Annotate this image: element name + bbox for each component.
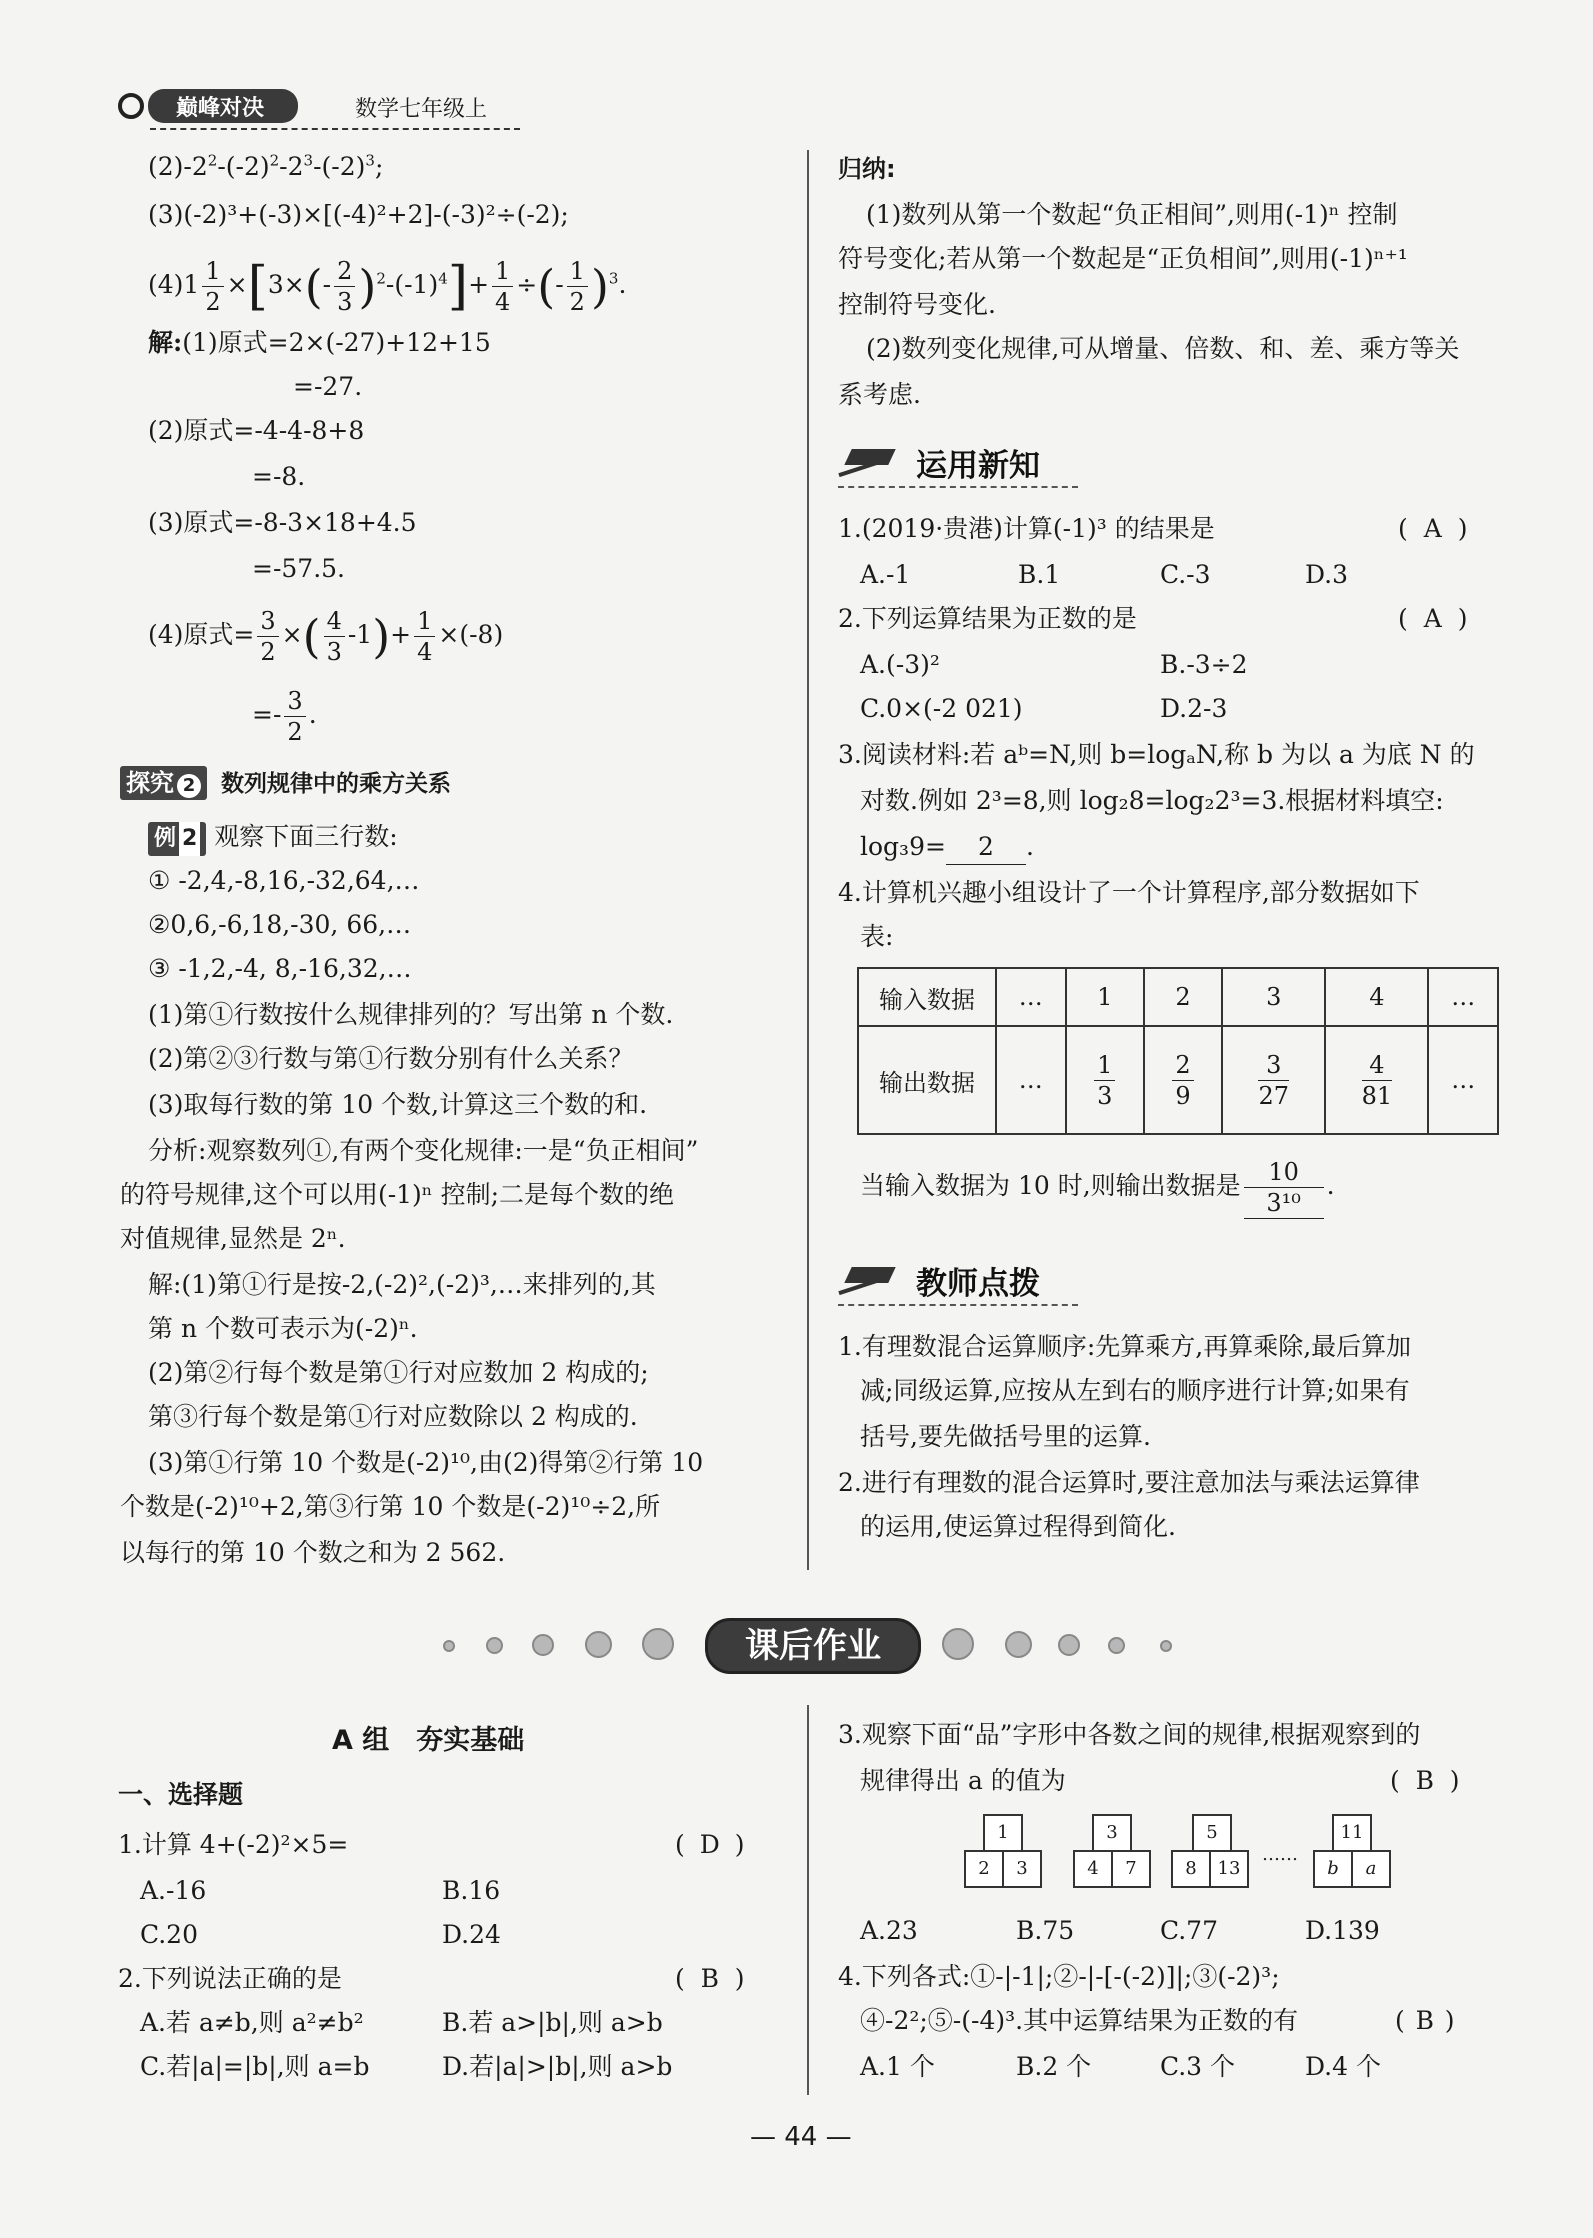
hw-q3-line-1: 3.观察下面“品”字形中各数之间的规律,根据观察到的 xyxy=(838,1720,1421,1749)
summary-line-4: (2)数列变化规律,可从增量、倍数、和、差、乘方等关 xyxy=(866,334,1460,363)
io-output-cell: $\frac{3}{27}$ xyxy=(1222,1026,1325,1134)
io-table-input-row xyxy=(858,968,1498,1026)
hw-q2-answer: ( B ) xyxy=(675,1964,745,1993)
teacher-tip-1a: 1.有理数混合运算顺序:先算乘方,再算乘除,最后算加 xyxy=(838,1332,1412,1361)
explore-heading xyxy=(120,766,451,801)
solution-1a: 解:(1)原式=2×(-27)+12+15 xyxy=(148,328,491,357)
explore-tag: 探究 2 xyxy=(120,766,207,800)
hw-q2-opt-b: B.若 a>|b|,则 a>b xyxy=(442,2008,663,2037)
teacher-underline xyxy=(838,1304,1078,1306)
solution-2b: =-8. xyxy=(252,462,306,491)
hw-q1: 1.计算 4+(-2)²×5= xyxy=(118,1830,349,1859)
pin-top: 3 xyxy=(1092,1814,1132,1852)
solution-3a: (3)原式=-8-3×18+4.5 xyxy=(148,508,417,537)
apply-q1-opt-c: C.-3 xyxy=(1160,560,1211,589)
pin-right: a xyxy=(1351,1850,1391,1888)
apply-q2-opt-c: C.0×(-2 021) xyxy=(860,694,1023,723)
apply-q2-answer: ( A ) xyxy=(1398,604,1468,633)
summary-line-5: 系考虑. xyxy=(838,380,921,409)
pin-left: 4 xyxy=(1073,1850,1113,1888)
hw-q2: 2.下列说法正确的是 xyxy=(118,1964,342,1993)
banner-dot xyxy=(1160,1640,1172,1652)
hw-q4-opt-c: C.3 个 xyxy=(1160,2052,1236,2081)
apply-q1-opt-a: A.-1 xyxy=(860,560,911,589)
io-input-cell: 2 xyxy=(1144,968,1222,1026)
question-3: (3)取每行数的第 10 个数,计算这三个数的和. xyxy=(148,1090,648,1119)
hw-q1-answer: ( D ) xyxy=(675,1830,745,1859)
hw-q3-opt-d: D.139 xyxy=(1305,1916,1380,1945)
hw-q4-opt-b: B.2 个 xyxy=(1016,2052,1092,2081)
hw-q4-line-2: ④-2²;⑤-(-4)³.其中运算结果为正数的有 xyxy=(860,2006,1299,2035)
summary-line-2: 符号变化;若从第一个数起是“正负相间”,则用(-1)ⁿ⁺¹ xyxy=(838,244,1408,273)
io-output-cell: $\frac{2}{9}$ xyxy=(1144,1026,1222,1134)
column-divider xyxy=(807,150,809,1570)
hw-q3-opt-b: B.75 xyxy=(1016,1916,1075,1945)
io-input-cell: 3 xyxy=(1222,968,1325,1026)
banner-dot xyxy=(443,1640,455,1652)
apply-title: 运用新知 xyxy=(916,448,1040,484)
analysis-line-2: 的符号规律,这个可以用(-1)ⁿ 控制;二是每个数的绝 xyxy=(120,1180,674,1209)
io-input-label: 输入数据 xyxy=(858,968,996,1026)
hw-q3-line-2: 规律得出 a 的值为 xyxy=(860,1766,1066,1795)
problem-3: (3)(-2)³+(-3)×[(-4)²+2]-(-3)²÷(-2); xyxy=(148,200,569,229)
summary-title: 归纳: xyxy=(838,155,896,183)
apply-q3-answer: 2 xyxy=(946,830,1026,865)
example-text: 观察下面三行数: xyxy=(214,822,398,851)
example-solution-6: 个数是(-2)¹⁰+2,第③行第 10 个数是(-2)¹⁰÷2,所 xyxy=(120,1492,661,1521)
logo-circle-icon xyxy=(118,93,144,119)
header-logo xyxy=(118,85,368,129)
pin-top: 1 xyxy=(983,1814,1023,1852)
banner-dot xyxy=(1108,1637,1125,1654)
io-output-cell: … xyxy=(996,1026,1066,1134)
banner-dot xyxy=(1058,1634,1080,1656)
pin-left: 8 xyxy=(1171,1850,1211,1888)
apply-q2-opt-b: B.-3÷2 xyxy=(1160,650,1248,679)
header-brand: 巅峰对决 xyxy=(176,96,265,121)
example-solution-1: 解:(1)第①行是按-2,(-2)²,(-2)³,…来排列的,其 xyxy=(148,1270,656,1299)
io-input-cell: … xyxy=(1428,968,1498,1026)
hw-q3-answer: ( B ) xyxy=(1390,1766,1460,1795)
apply-q3-line-3: log₃9= 2 . xyxy=(860,830,1034,865)
apply-q4-line-3: 当输入数据为 10 时,则输出数据是 $\frac{10}{\text{3¹⁰}}$ . xyxy=(860,1157,1335,1217)
solution-4b: =- $\frac{3}{2}$ . xyxy=(252,687,317,746)
pencil-cap-icon xyxy=(838,1263,896,1299)
pin-ellipsis: …… xyxy=(1262,1844,1298,1865)
section-choice-title: 一、选择题 xyxy=(118,1780,244,1809)
example-heading xyxy=(148,820,398,856)
io-input-cell: … xyxy=(996,968,1066,1026)
hw-q4-opt-d: D.4 个 xyxy=(1305,2052,1381,2081)
hw-q2-opt-a: A.若 a≠b,则 a²≠b² xyxy=(140,2008,364,2037)
hw-q4-opt-a: A.1 个 xyxy=(860,2052,935,2081)
pin-right: 13 xyxy=(1209,1850,1249,1888)
apply-section-header xyxy=(838,440,1040,485)
solution-label: 解: xyxy=(148,328,183,357)
pin-right: 3 xyxy=(1002,1850,1042,1888)
example-solution-3: (2)第②行每个数是第①行对应数加 2 构成的; xyxy=(148,1358,649,1387)
example-solution-5: (3)第①行第 10 个数是(-2)¹⁰,由(2)得第②行第 10 xyxy=(148,1448,704,1477)
io-table xyxy=(857,967,1499,1135)
solution-3b: =-57.5. xyxy=(252,554,346,583)
sequence-row-2: ②0,6,-6,18,-30, 66,… xyxy=(148,910,412,939)
teacher-tip-1c: 括号,要先做括号里的运算. xyxy=(860,1422,1151,1451)
hw-q2-opt-d: D.若|a|>|b|,则 a>b xyxy=(442,2052,673,2081)
io-output-cell: … xyxy=(1428,1026,1498,1134)
sequence-row-3: ③ -1,2,-4, 8,-16,32,… xyxy=(148,954,412,983)
apply-q1: 1.(2019·贵港)计算(-1)³ 的结果是 xyxy=(838,514,1215,543)
question-2: (2)第②③行数与第①行数分别有什么关系？ xyxy=(148,1044,634,1073)
header-subject: 数学七年级上 xyxy=(355,97,488,122)
hw-q1-opt-c: C.20 xyxy=(140,1920,198,1949)
summary-line-3: 控制符号变化. xyxy=(838,290,996,319)
page-number: — 44 — xyxy=(750,2122,852,2152)
banner-dot xyxy=(942,1628,974,1660)
io-output-label: 输出数据 xyxy=(858,1026,996,1134)
banner-dot xyxy=(585,1631,612,1658)
group-a-title: A 组 夯实基础 xyxy=(332,1725,525,1756)
pin-top: 5 xyxy=(1192,1814,1232,1852)
hw-q3-opt-a: A.23 xyxy=(860,1916,918,1945)
banner-dot xyxy=(1005,1631,1032,1658)
example-solution-2: 第 n 个数可表示为(-2)ⁿ. xyxy=(148,1314,418,1343)
pin-top: 11 xyxy=(1332,1814,1372,1852)
io-output-cell: $\frac{4}{81}$ xyxy=(1325,1026,1428,1134)
pin-right: 7 xyxy=(1111,1850,1151,1888)
apply-q4-line-2: 表: xyxy=(860,922,894,951)
example-solution-4: 第③行每个数是第①行对应数除以 2 构成的. xyxy=(148,1402,638,1431)
apply-q2-opt-d: D.2-3 xyxy=(1160,694,1228,723)
io-table-output-row xyxy=(858,1026,1498,1134)
analysis-line-3: 对值规律,显然是 2ⁿ. xyxy=(120,1224,346,1253)
analysis-line-1: 分析:观察数列①,有两个变化规律:一是“负正相间” xyxy=(148,1136,699,1165)
apply-q1-answer: ( A ) xyxy=(1398,514,1468,543)
problem-4-label: (4)1 xyxy=(148,270,200,299)
io-input-cell: 4 xyxy=(1325,968,1428,1026)
problem-2: $(2)-2^2-(-2)^2-2^3-(-2)^3$; xyxy=(148,151,384,181)
apply-q1-opt-b: B.1 xyxy=(1018,560,1061,589)
example-solution-7: 以每行的第 10 个数之和为 2 562. xyxy=(120,1538,506,1567)
hw-q1-opt-d: D.24 xyxy=(442,1920,501,1949)
question-1: (1)第①行数按什么规律排列的？写出第 n 个数. xyxy=(148,1000,674,1029)
hw-q4-line-1: 4.下列各式:①-|-1|;②-|-[-(-2)]|;③(-2)³; xyxy=(838,1962,1280,1991)
apply-underline xyxy=(838,486,1078,488)
example-tag: 例 2 xyxy=(148,822,206,856)
sequence-row-1: ① -2,4,-8,16,-32,64,… xyxy=(148,866,420,895)
apply-q2: 2.下列运算结果为正数的是 xyxy=(838,604,1137,633)
apply-q3-line-1: 3.阅读材料:若 aᵇ=N,则 b=logₐN,称 b 为以 a 为底 N 的 xyxy=(838,740,1475,769)
io-input-cell: 1 xyxy=(1066,968,1144,1026)
pin-left: b xyxy=(1313,1850,1353,1888)
apply-q4-line-1: 4.计算机兴趣小组设计了一个计算程序,部分数据如下 xyxy=(838,878,1420,907)
teacher-title: 教师点拨 xyxy=(916,1266,1040,1302)
summary-line-1: (1)数列从第一个数起“负正相间”,则用(-1)ⁿ 控制 xyxy=(866,200,1398,229)
pencil-cap-icon xyxy=(838,445,896,481)
teacher-tip-2b: 的运用,使运算过程得到简化. xyxy=(860,1512,1176,1541)
banner-dot xyxy=(642,1628,674,1660)
hw-q3-opt-c: C.77 xyxy=(1160,1916,1218,1945)
homework-banner: 课后作业 xyxy=(705,1618,921,1674)
apply-q4-answer: $\frac{10}{\text{3¹⁰}}$ xyxy=(1244,1157,1324,1219)
teacher-tip-2a: 2.进行有理数的混合运算时,要注意加法与乘法运算律 xyxy=(838,1468,1420,1497)
hw-q4-answer: ( B ) xyxy=(1395,2006,1455,2035)
teacher-section-header xyxy=(838,1258,1040,1303)
explore-title: 数列规律中的乘方关系 xyxy=(220,771,451,797)
hw-q2-opt-c: C.若|a|=|b|,则 a=b xyxy=(140,2052,370,2081)
apply-q3-line-2: 对数.例如 2³=8,则 log₂8=log₂2³=3.根据材料填空: xyxy=(860,786,1444,815)
apply-q2-opt-a: A.(-3)² xyxy=(860,650,940,679)
teacher-tip-1b: 减;同级运算,应按从左到右的顺序进行计算;如果有 xyxy=(860,1376,1410,1405)
banner-dot xyxy=(532,1634,554,1656)
hw-q1-opt-a: A.-16 xyxy=(140,1876,207,1905)
solution-4a: (4)原式= $\frac{3}{2}$ ×( $\frac{4}{3}$ -1)+ $\frac{1}{4}$ ×(-8) xyxy=(148,607,504,666)
solution-1b: =-27. xyxy=(293,372,363,401)
header-rule xyxy=(150,128,520,130)
problem-4: (4)1 $\frac{1}{2}$ ×[3×(- $\frac{2}{3}$ )$^2-(-1)^4]+$ $\frac{1}{4}$ ÷(- $\frac{1}{2}$ )$^3$. xyxy=(148,256,627,317)
solution-2a: (2)原式=-4-4-8+8 xyxy=(148,416,365,445)
column-divider-lower xyxy=(807,1705,809,2095)
hw-q1-opt-b: B.16 xyxy=(442,1876,501,1905)
banner-dot xyxy=(486,1637,503,1654)
pin-left: 2 xyxy=(964,1850,1004,1888)
io-output-cell: $\frac{1}{3}$ xyxy=(1066,1026,1144,1134)
apply-q1-opt-d: D.3 xyxy=(1305,560,1349,589)
